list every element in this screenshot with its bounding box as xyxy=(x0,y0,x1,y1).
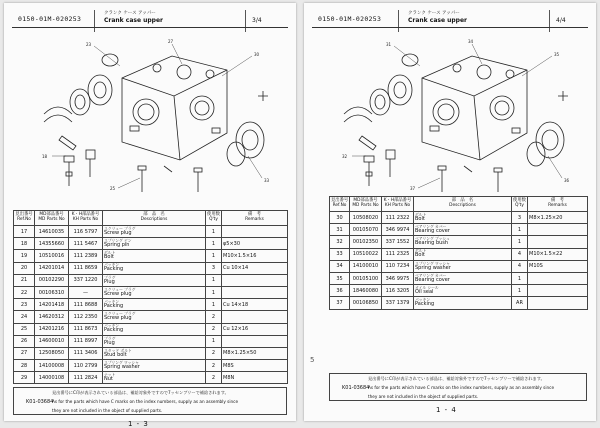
description-en: Nut xyxy=(104,376,113,383)
remarks-cell xyxy=(528,236,588,248)
header-rule xyxy=(312,27,588,28)
title-jp: クランク ケース アッパー xyxy=(408,11,460,16)
ref-cell: 25 xyxy=(14,323,35,335)
col-remarks: 備 考 Remarks xyxy=(222,211,288,226)
qty-cell: 1 xyxy=(206,335,222,347)
md-part-no-cell: 00106310 xyxy=(35,286,69,298)
table-row xyxy=(330,224,588,236)
qty-cell: 1 xyxy=(206,238,222,250)
supply-note xyxy=(13,387,287,415)
description-en: Packing xyxy=(104,266,124,273)
description-en: Bolt xyxy=(104,254,114,261)
description-en: Bearing bush xyxy=(415,240,449,247)
qty-cell: 4 xyxy=(512,260,528,272)
col-kh-parts: K・H部品番号 KH Parts No xyxy=(382,197,414,212)
kh-part-no-cell: 111 8673 xyxy=(69,323,103,335)
kh-part-no-cell: 111 8659 xyxy=(69,262,103,274)
qty-cell: 4 xyxy=(512,248,528,260)
description-cell xyxy=(414,236,512,248)
md-part-no-cell: 14610035 xyxy=(35,226,69,238)
qty-cell: AR xyxy=(512,297,528,309)
table-row xyxy=(14,335,288,347)
col-descriptions: 部 品 名 Descriptions xyxy=(103,211,206,226)
ref-cell: 20 xyxy=(14,262,35,274)
description-cell xyxy=(103,238,206,250)
kh-part-no-cell: 111 3406 xyxy=(69,347,103,359)
description-cell xyxy=(414,272,512,284)
description-en: Plug xyxy=(104,278,115,285)
table-row xyxy=(14,226,288,238)
description-cell xyxy=(103,335,206,347)
ref-cell: 24 xyxy=(14,311,35,323)
note-en-line2: they are not included in the object of supplied parts. xyxy=(52,408,163,413)
description-jp: プラグ xyxy=(104,335,116,341)
svg-text:32: 32 xyxy=(342,154,348,159)
col-remarks: 備 考 Remarks xyxy=(528,197,588,212)
kh-part-no-cell: 337 1379 xyxy=(382,297,414,309)
remarks-cell xyxy=(528,224,588,236)
kh-part-no-cell: 110 7234 xyxy=(382,260,414,272)
description-jp: ベアリング カバー xyxy=(415,272,447,278)
table-row xyxy=(330,248,588,260)
description-cell xyxy=(414,248,512,260)
md-part-no-cell: 14201216 xyxy=(35,323,69,335)
description-en: Bearing cover xyxy=(415,276,450,283)
qty-cell: 1 xyxy=(206,226,222,238)
md-part-no-cell: 14600010 xyxy=(35,335,69,347)
remarks-cell: φ5×30 xyxy=(222,238,288,250)
exploded-parts-diagram xyxy=(22,38,280,206)
qty-cell: 1 xyxy=(206,274,222,286)
remarks-cell xyxy=(222,286,288,298)
description-en: Spring pin xyxy=(104,242,130,249)
ref-cell: 30 xyxy=(330,212,350,224)
svg-text:27: 27 xyxy=(168,39,174,44)
ref-cell: 18 xyxy=(14,238,35,250)
remarks-cell: M8×1.25×20 xyxy=(528,212,588,224)
qty-cell: 2 xyxy=(206,372,222,384)
md-part-no-cell: 00102350 xyxy=(350,236,382,248)
remarks-cell: Cu 10×14 xyxy=(222,262,288,274)
kh-part-no-cell: 111 8997 xyxy=(69,335,103,347)
ref-cell: 37 xyxy=(330,297,350,309)
note-en-line2: they are not included in the object of supplied parts. xyxy=(368,394,479,399)
ref-cell: 22 xyxy=(14,286,35,298)
kh-part-no-cell: 337 1552 xyxy=(382,236,414,248)
table-row xyxy=(330,236,588,248)
ref-cell: 36 xyxy=(330,285,350,297)
ref-cell: 33 xyxy=(330,248,350,260)
description-en: Plug xyxy=(104,339,115,346)
description-cell xyxy=(103,360,206,372)
description-jp: プラグ xyxy=(104,274,116,280)
remarks-cell xyxy=(528,272,588,284)
svg-text:18: 18 xyxy=(42,154,48,159)
ref-cell: 26 xyxy=(14,335,35,347)
description-jp: スタッド ボルト xyxy=(104,347,132,353)
svg-text:30: 30 xyxy=(254,52,260,57)
qty-cell: 1 xyxy=(512,272,528,284)
table-row xyxy=(14,274,288,286)
qty-cell: 2 xyxy=(206,360,222,372)
qty-cell: 1 xyxy=(206,299,222,311)
qty-cell: 2 xyxy=(206,311,222,323)
description-jp: ナット xyxy=(104,372,116,378)
description-en: Bolt xyxy=(415,215,425,222)
col-md-parts: MD部品番号 MD Parts No xyxy=(35,211,69,226)
table-row xyxy=(14,238,288,250)
col-md-parts: MD部品番号 MD Parts No xyxy=(350,197,382,212)
kh-part-no-cell: 346 9974 xyxy=(382,224,414,236)
right-page-footer: 1 - 4 xyxy=(436,406,457,414)
table-row xyxy=(14,323,288,335)
remarks-cell xyxy=(222,274,288,286)
table-row xyxy=(14,262,288,274)
remarks-cell xyxy=(222,311,288,323)
page-number: 3/4 xyxy=(252,17,262,24)
ref-cell: 31 xyxy=(330,224,350,236)
md-part-no-cell: 00105100 xyxy=(350,272,382,284)
description-jp: スプリング ワッシャ xyxy=(415,260,450,266)
description-en: Screw plug xyxy=(104,290,132,297)
page-title: Crank case upper xyxy=(408,17,467,24)
ref-cell: 17 xyxy=(14,226,35,238)
remarks-cell: Cu 14×18 xyxy=(222,299,288,311)
md-part-no-cell: 14201418 xyxy=(35,299,69,311)
table-row xyxy=(330,285,588,297)
col-qty: 使用数 Q'ty xyxy=(206,211,222,226)
description-en: Packing xyxy=(104,302,124,309)
qty-cell: 2 xyxy=(206,347,222,359)
description-en: Packing xyxy=(104,327,124,334)
left-page-footer: 1 - 3 xyxy=(128,420,149,428)
parts-table xyxy=(13,210,288,384)
table-header-row xyxy=(14,211,288,226)
md-part-no-cell: 14620312 xyxy=(35,311,69,323)
exploded-parts-diagram xyxy=(322,38,580,206)
qty-cell: 1 xyxy=(206,286,222,298)
description-en: Screw plug xyxy=(104,315,132,322)
description-cell xyxy=(414,285,512,297)
kh-part-no-cell: — xyxy=(69,286,103,298)
description-jp: ボルト xyxy=(104,250,116,256)
kh-part-no-cell: 116 5797 xyxy=(69,226,103,238)
description-cell xyxy=(103,347,206,359)
description-jp: ボルト xyxy=(415,248,427,254)
remarks-cell: Cu 12×16 xyxy=(222,323,288,335)
table-row xyxy=(330,260,588,272)
md-part-no-cell: 14100010 xyxy=(350,260,382,272)
description-en: Bearing cover xyxy=(415,228,450,235)
md-part-no-cell: 14355660 xyxy=(35,238,69,250)
description-jp: パッキン xyxy=(104,262,120,268)
md-part-no-cell: 00105070 xyxy=(350,224,382,236)
parts-table xyxy=(329,196,588,310)
description-en: Bolt xyxy=(415,252,425,259)
col-descriptions: 部 品 名 Descriptions xyxy=(414,197,512,212)
kh-part-no-cell: 112 2350 xyxy=(69,311,103,323)
table-row xyxy=(14,360,288,372)
kh-part-no-cell: 111 2389 xyxy=(69,250,103,262)
description-cell xyxy=(414,224,512,236)
kh-part-no-cell: 111 8688 xyxy=(69,299,103,311)
description-cell xyxy=(103,372,206,384)
md-part-no-cell: 14100008 xyxy=(35,360,69,372)
title-jp: クランク ケース アッパー xyxy=(104,11,156,16)
svg-text:25: 25 xyxy=(110,186,116,191)
note-ref: K01-03684 xyxy=(26,399,54,405)
table-body xyxy=(330,212,588,310)
md-part-no-cell: 12508050 xyxy=(35,347,69,359)
svg-text:36: 36 xyxy=(564,178,570,183)
description-cell xyxy=(103,323,206,335)
table-row xyxy=(14,250,288,262)
description-en: Packing xyxy=(415,301,435,308)
remarks-cell: M10×1.5×22 xyxy=(528,248,588,260)
description-cell xyxy=(103,299,206,311)
col-ref: 見出番号 Ref.No xyxy=(14,211,35,226)
kh-part-no-cell: 111 5467 xyxy=(69,238,103,250)
left-page xyxy=(4,3,296,421)
note-text xyxy=(368,374,554,401)
ref-cell: 27 xyxy=(14,347,35,359)
description-cell xyxy=(103,274,206,286)
description-cell xyxy=(414,297,512,309)
description-jp: ベアリング ブッシュ xyxy=(415,236,450,242)
description-cell xyxy=(414,212,512,224)
right-page xyxy=(304,3,596,421)
remarks-cell: M10S xyxy=(528,260,588,272)
md-part-no-cell: 00102290 xyxy=(35,274,69,286)
drawing-code: 0150-01M-020253 xyxy=(18,15,82,23)
drawing-code: 0150-01M-020253 xyxy=(318,15,382,23)
kh-part-no-cell: 346 9975 xyxy=(382,272,414,284)
remarks-cell xyxy=(222,226,288,238)
description-jp: ベアリング カバー xyxy=(415,224,447,230)
svg-text:31: 31 xyxy=(386,42,392,47)
table-row xyxy=(330,297,588,309)
description-cell xyxy=(103,262,206,274)
supply-note xyxy=(329,373,587,401)
description-jp: スクリュー プラグ xyxy=(104,311,136,317)
remarks-cell xyxy=(222,335,288,347)
table-row xyxy=(330,272,588,284)
col-qty: 使用数 Q'ty xyxy=(512,197,528,212)
kh-part-no-cell: 111 2824 xyxy=(69,372,103,384)
description-jp: スプリング ピン xyxy=(104,238,132,244)
description-jp: パッキン xyxy=(104,298,120,304)
table-row xyxy=(330,212,588,224)
md-part-no-cell: 10510022 xyxy=(350,248,382,260)
description-cell xyxy=(103,311,206,323)
remarks-cell: M8×1.25×50 xyxy=(222,347,288,359)
qty-cell: 3 xyxy=(512,212,528,224)
qty-cell: 2 xyxy=(206,323,222,335)
md-part-no-cell: 10510016 xyxy=(35,250,69,262)
svg-text:34: 34 xyxy=(468,39,474,44)
description-jp: スクリュー プラグ xyxy=(104,225,136,231)
svg-text:35: 35 xyxy=(554,52,560,57)
md-part-no-cell: 10508020 xyxy=(350,212,382,224)
description-jp: オイル シール xyxy=(415,284,439,290)
svg-text:37: 37 xyxy=(410,186,416,191)
md-part-no-cell: 14201014 xyxy=(35,262,69,274)
header-rule xyxy=(12,27,288,28)
description-en: Spring washer xyxy=(415,264,451,271)
kh-part-no-cell: 337 1220 xyxy=(69,274,103,286)
kh-part-no-cell: 110 2799 xyxy=(69,360,103,372)
md-part-no-cell: 14000108 xyxy=(35,372,69,384)
remarks-cell: M8N xyxy=(222,372,288,384)
description-en: Oil seal xyxy=(415,288,434,295)
note-ref: K01-03684 xyxy=(342,385,370,391)
table-row xyxy=(14,372,288,384)
kh-part-no-cell: 116 3205 xyxy=(382,285,414,297)
description-en: Spring washer xyxy=(104,363,140,370)
ref-cell: 23 xyxy=(14,299,35,311)
description-jp: スプリング ワッシャ xyxy=(104,359,139,365)
qty-cell: 1 xyxy=(512,224,528,236)
ref-cell: 29 xyxy=(14,372,35,384)
note-text xyxy=(52,388,238,415)
table-header-row xyxy=(330,197,588,212)
description-cell xyxy=(103,226,206,238)
note-en-line1: As for the parts which have C marks on the index numbers, supply as an assembly since xyxy=(368,385,555,390)
qty-cell: 1 xyxy=(512,285,528,297)
page-title: Crank case upper xyxy=(104,17,163,24)
ref-cell: 35 xyxy=(330,272,350,284)
qty-cell: 1 xyxy=(206,250,222,262)
note-en-line1: As for the parts which have C marks on the index numbers, supply as an assembly since xyxy=(52,399,239,404)
stray-mark: 5 xyxy=(310,356,315,364)
note-jp: 見出番号にC印が表示されている部品は、補給対象外ですので7ッセンブリーで補給されます。 xyxy=(368,376,545,381)
description-jp: パッキン xyxy=(415,297,431,303)
remarks-cell: M10×1.5×16 xyxy=(222,250,288,262)
description-jp: ボルト xyxy=(415,211,427,217)
qty-cell: 1 xyxy=(512,236,528,248)
description-en: Stud bolt xyxy=(104,351,127,358)
remarks-cell xyxy=(528,285,588,297)
ref-cell: 19 xyxy=(14,250,35,262)
svg-text:23: 23 xyxy=(86,42,92,47)
description-cell xyxy=(103,286,206,298)
md-part-no-cell: 18460080 xyxy=(350,285,382,297)
ref-cell: 21 xyxy=(14,274,35,286)
table-row xyxy=(14,299,288,311)
kh-part-no-cell: 111 2325 xyxy=(382,248,414,260)
table-row xyxy=(14,286,288,298)
description-cell xyxy=(414,260,512,272)
note-jp: 見出番号にC印が表示されている部品は、補給対象外ですので7ッセンブリーで補給されます。 xyxy=(52,390,229,395)
description-cell xyxy=(103,250,206,262)
svg-text:33: 33 xyxy=(264,178,270,183)
qty-cell: 3 xyxy=(206,262,222,274)
page-number: 4/4 xyxy=(556,17,566,24)
kh-part-no-cell: 111 2322 xyxy=(382,212,414,224)
md-part-no-cell: 00106850 xyxy=(350,297,382,309)
ref-cell: 28 xyxy=(14,360,35,372)
description-jp: スクリュー プラグ xyxy=(104,286,136,292)
col-ref: 見出番号 Ref.No xyxy=(330,197,350,212)
table-row xyxy=(14,347,288,359)
remarks-cell xyxy=(528,297,588,309)
remarks-cell: M8S xyxy=(222,360,288,372)
col-kh-parts: K・H部品番号 KH Parts No xyxy=(69,211,103,226)
table-row xyxy=(14,311,288,323)
ref-cell: 32 xyxy=(330,236,350,248)
ref-cell: 34 xyxy=(330,260,350,272)
description-jp: パッキン xyxy=(104,323,120,329)
description-en: Screw plug xyxy=(104,229,132,236)
table-body xyxy=(14,226,288,384)
